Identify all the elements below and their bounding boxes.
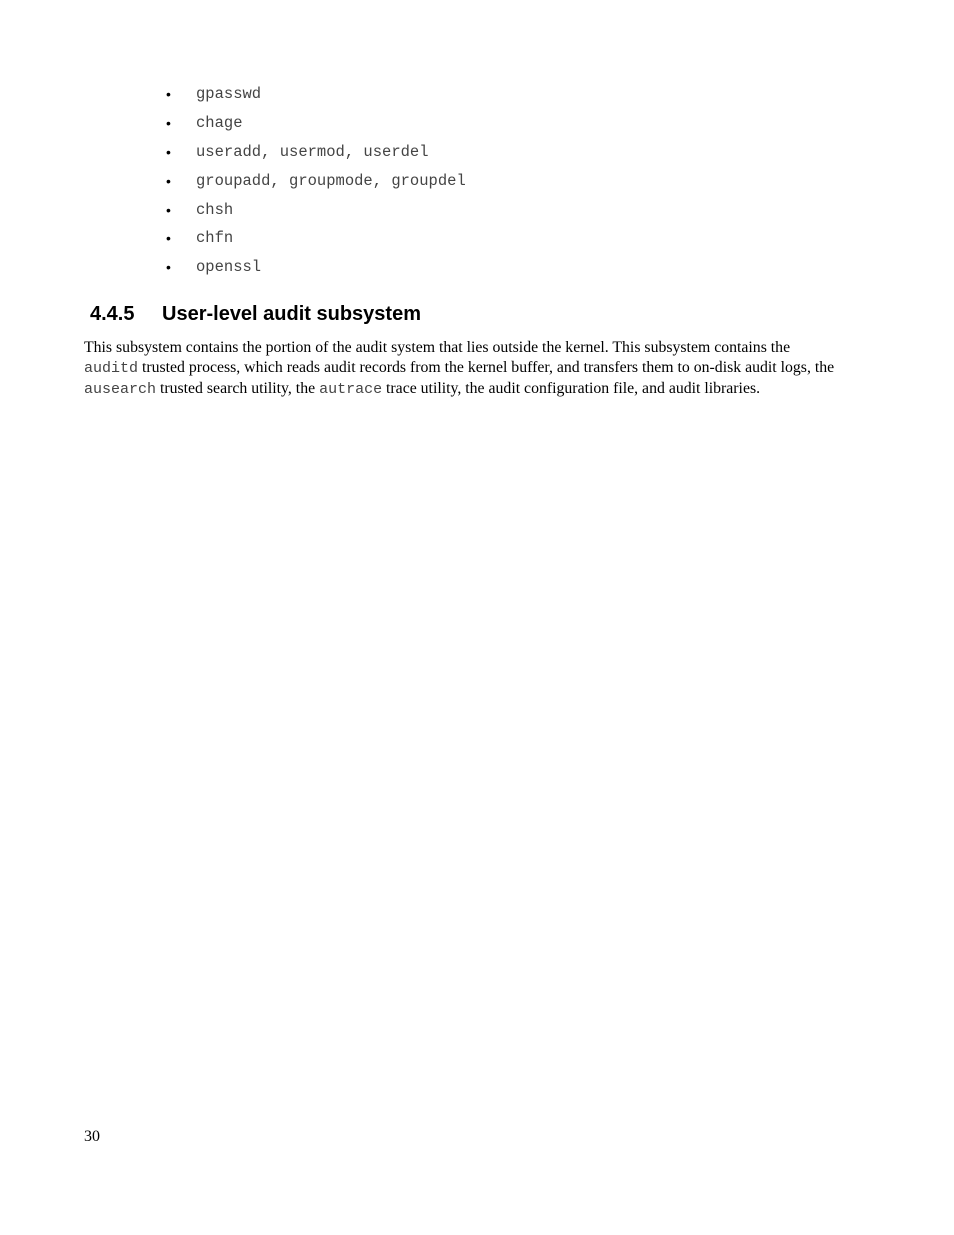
bullet-icon: •: [166, 201, 171, 218]
body-paragraph: [84, 338, 844, 400]
bullet-icon: •: [166, 86, 171, 103]
command-name: chsh: [196, 200, 234, 219]
page-number: 30: [84, 1128, 100, 1145]
list-item: [160, 224, 466, 253]
command-name: gpasswd: [196, 85, 262, 104]
command-name: chage: [196, 114, 243, 133]
section-number: 4.4.5: [90, 303, 135, 325]
bullet-icon: •: [166, 143, 171, 160]
command-name: openssl: [196, 258, 262, 277]
paragraph-text: trusted process, which reads audit records from the kernel buffer, and transfers them to on-disk audit logs, the: [138, 359, 835, 376]
inline-code-ausearch: ausearch: [84, 381, 157, 398]
bullet-icon: •: [166, 115, 171, 132]
command-name: useradd, usermod, userdel: [196, 142, 429, 161]
paragraph-text: trusted search utility, the: [156, 380, 320, 397]
list-item: [160, 138, 466, 167]
inline-code-autrace: autrace: [319, 381, 383, 398]
list-item: [160, 195, 466, 224]
bullet-icon: •: [166, 172, 171, 189]
paragraph-text: trace utility, the audit configuration file, and audit libraries.: [382, 380, 761, 397]
command-name: groupadd, groupmode, groupdel: [196, 171, 466, 190]
list-item: [160, 166, 466, 195]
bullet-icon: •: [166, 259, 171, 276]
inline-code-auditd: auditd: [84, 360, 139, 377]
list-item: [160, 80, 466, 109]
list-item: [160, 109, 466, 138]
paragraph-text: This subsystem contains the portion of the audit system that lies outside the kernel. This subsystem contains the: [84, 339, 791, 356]
section-heading: [90, 303, 421, 326]
section-title: User-level audit subsystem: [162, 303, 421, 325]
command-bullet-list: [160, 80, 466, 282]
list-item: [160, 253, 466, 282]
command-name: chfn: [196, 229, 234, 248]
bullet-icon: •: [166, 230, 171, 247]
